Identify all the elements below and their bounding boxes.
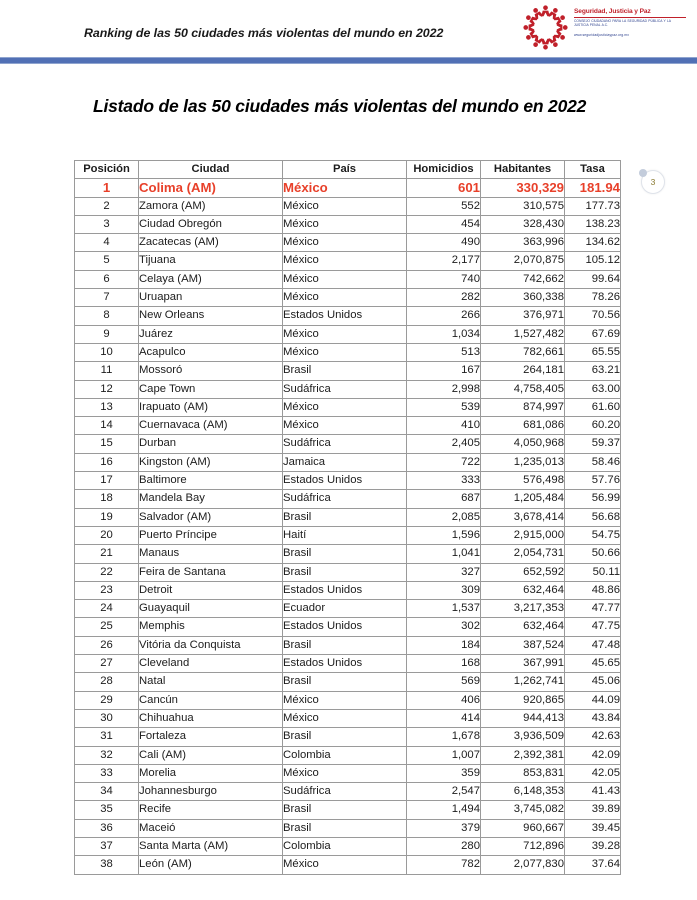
cell-posicion: 37 [75,837,139,855]
table-row [75,417,621,435]
cell-pais: México [283,343,407,361]
cell-tasa: 58.46 [565,453,621,471]
cell-ciudad: Fortaleza [139,728,283,746]
cell-posicion: 15 [75,435,139,453]
cell-pais: Brasil [283,819,407,837]
cell-habitantes: 4,758,405 [481,380,565,398]
cell-tasa: 57.76 [565,472,621,490]
page-number-badge[interactable] [641,170,665,194]
cell-homicidios: 740 [407,270,481,288]
cell-posicion: 29 [75,691,139,709]
logo-organization-name: Seguridad, Justicia y Paz [574,8,651,15]
cell-habitantes: 2,077,830 [481,856,565,874]
cell-homicidios: 782 [407,856,481,874]
cell-pais: Colombia [283,837,407,855]
cell-habitantes: 3,936,509 [481,728,565,746]
cell-pais: México [283,215,407,233]
cell-posicion: 6 [75,270,139,288]
cell-ciudad: Guayaquil [139,600,283,618]
cell-pais: México [283,691,407,709]
cell-homicidios: 552 [407,197,481,215]
column-header-habitantes: Habitantes [481,161,565,179]
cell-pais: México [283,709,407,727]
logo-organization-subtitle: CONSEJO CIUDADANO PARA LA SEGURIDAD PÚBLICA Y LA JUSTICIA PENAL A.C. [574,18,671,27]
cell-habitantes: 363,996 [481,234,565,252]
cell-tasa: 70.56 [565,307,621,325]
cell-tasa: 42.05 [565,764,621,782]
cell-pais: Brasil [283,508,407,526]
cell-ciudad: Santa Marta (AM) [139,837,283,855]
cell-posicion: 31 [75,728,139,746]
cell-ciudad: Cape Town [139,380,283,398]
cell-posicion: 19 [75,508,139,526]
table-row [75,508,621,526]
cell-homicidios: 1,537 [407,600,481,618]
cell-posicion: 26 [75,636,139,654]
cell-homicidios: 722 [407,453,481,471]
table-row [75,600,621,618]
cell-habitantes: 376,971 [481,307,565,325]
cell-pais: México [283,856,407,874]
cell-habitantes: 310,575 [481,197,565,215]
cell-homicidios: 184 [407,636,481,654]
cell-habitantes: 3,745,082 [481,801,565,819]
cell-posicion: 28 [75,673,139,691]
cell-ciudad: Cleveland [139,655,283,673]
cell-ciudad: New Orleans [139,307,283,325]
column-header-posicion: Posición [75,161,139,179]
cell-tasa: 37.64 [565,856,621,874]
cell-pais: Brasil [283,545,407,563]
cell-ciudad: Kingston (AM) [139,453,283,471]
cell-posicion: 11 [75,362,139,380]
cell-pais: Estados Unidos [283,655,407,673]
cell-posicion: 24 [75,600,139,618]
table-row [75,709,621,727]
cell-pais: Colombia [283,746,407,764]
cell-pais: México [283,234,407,252]
cell-habitantes: 1,527,482 [481,325,565,343]
cell-tasa: 138.23 [565,215,621,233]
cell-ciudad: Juárez [139,325,283,343]
cell-ciudad: León (AM) [139,856,283,874]
cell-posicion: 13 [75,398,139,416]
cell-habitantes: 387,524 [481,636,565,654]
table-row [75,563,621,581]
cell-homicidios: 1,041 [407,545,481,563]
cell-habitantes: 632,464 [481,618,565,636]
table-row [75,691,621,709]
cell-pais: Ecuador [283,600,407,618]
cell-homicidios: 1,678 [407,728,481,746]
cell-posicion: 2 [75,197,139,215]
cell-habitantes: 360,338 [481,289,565,307]
cell-posicion: 30 [75,709,139,727]
cell-habitantes: 632,464 [481,581,565,599]
cell-homicidios: 601 [407,179,481,197]
cell-habitantes: 4,050,968 [481,435,565,453]
cell-posicion: 12 [75,380,139,398]
cell-tasa: 39.89 [565,801,621,819]
cell-habitantes: 6,148,353 [481,783,565,801]
cell-tasa: 44.09 [565,691,621,709]
cell-posicion: 7 [75,289,139,307]
cell-pais: Brasil [283,563,407,581]
cell-posicion: 1 [75,179,139,197]
cell-posicion: 16 [75,453,139,471]
cell-homicidios: 490 [407,234,481,252]
table-row [75,270,621,288]
column-header-ciudad: Ciudad [139,161,283,179]
cell-pais: Brasil [283,728,407,746]
cell-tasa: 50.11 [565,563,621,581]
cell-posicion: 27 [75,655,139,673]
table-row [75,581,621,599]
cell-homicidios: 359 [407,764,481,782]
cell-homicidios: 454 [407,215,481,233]
cell-homicidios: 410 [407,417,481,435]
cell-ciudad: Baltimore [139,472,283,490]
organization-logo [522,3,690,53]
cell-posicion: 23 [75,581,139,599]
cell-habitantes: 920,865 [481,691,565,709]
cell-posicion: 25 [75,618,139,636]
cell-habitantes: 782,661 [481,343,565,361]
cell-ciudad: Memphis [139,618,283,636]
table-row [75,380,621,398]
cell-habitantes: 1,235,013 [481,453,565,471]
cell-ciudad: Tijuana [139,252,283,270]
table-row [75,526,621,544]
cell-habitantes: 330,329 [481,179,565,197]
page-header [0,0,697,57]
cell-ciudad: Mossoró [139,362,283,380]
table-header-row [75,161,621,179]
cell-posicion: 22 [75,563,139,581]
table-row [75,307,621,325]
cell-ciudad: Johannesburgo [139,783,283,801]
table-row [75,819,621,837]
page-number-badge-label: 3 [650,177,656,187]
cell-ciudad: Zacatecas (AM) [139,234,283,252]
logo-divider-rule [574,17,686,18]
table-row [75,856,621,874]
cell-pais: Sudáfrica [283,380,407,398]
cell-habitantes: 681,086 [481,417,565,435]
cell-posicion: 18 [75,490,139,508]
cell-habitantes: 742,662 [481,270,565,288]
table-row [75,362,621,380]
cell-ciudad: Zamora (AM) [139,197,283,215]
cell-habitantes: 367,991 [481,655,565,673]
table-row [75,179,621,197]
cell-homicidios: 266 [407,307,481,325]
table-row [75,435,621,453]
cell-homicidios: 302 [407,618,481,636]
cell-ciudad: Vitória da Conquista [139,636,283,654]
cell-ciudad: Detroit [139,581,283,599]
cell-homicidios: 280 [407,837,481,855]
cell-habitantes: 2,054,731 [481,545,565,563]
cell-posicion: 21 [75,545,139,563]
cell-habitantes: 3,678,414 [481,508,565,526]
cell-pais: México [283,398,407,416]
cell-tasa: 47.48 [565,636,621,654]
cell-tasa: 50.66 [565,545,621,563]
cell-ciudad: Cali (AM) [139,746,283,764]
cell-pais: Sudáfrica [283,435,407,453]
cell-homicidios: 414 [407,709,481,727]
cell-homicidios: 687 [407,490,481,508]
cell-posicion: 38 [75,856,139,874]
cell-posicion: 34 [75,783,139,801]
table-row [75,289,621,307]
logo-text-block [574,8,690,37]
cell-habitantes: 2,915,000 [481,526,565,544]
cell-posicion: 32 [75,746,139,764]
cell-homicidios: 1,007 [407,746,481,764]
cell-homicidios: 379 [407,819,481,837]
cell-homicidios: 167 [407,362,481,380]
cell-tasa: 47.75 [565,618,621,636]
cell-posicion: 4 [75,234,139,252]
cell-pais: Brasil [283,636,407,654]
cell-posicion: 5 [75,252,139,270]
cell-ciudad: Uruapan [139,289,283,307]
cell-homicidios: 2,177 [407,252,481,270]
cell-ciudad: Puerto Príncipe [139,526,283,544]
cell-tasa: 78.26 [565,289,621,307]
cell-pais: México [283,179,407,197]
cell-tasa: 48.86 [565,581,621,599]
cell-habitantes: 960,667 [481,819,565,837]
cell-habitantes: 874,997 [481,398,565,416]
cell-homicidios: 168 [407,655,481,673]
column-header-pais: País [283,161,407,179]
cell-homicidios: 406 [407,691,481,709]
cell-tasa: 67.69 [565,325,621,343]
cell-ciudad: Morelia [139,764,283,782]
cell-ciudad: Feira de Santana [139,563,283,581]
cell-habitantes: 944,413 [481,709,565,727]
cell-habitantes: 576,498 [481,472,565,490]
table-row [75,398,621,416]
table-row [75,215,621,233]
cell-ciudad: Cuernavaca (AM) [139,417,283,435]
cell-pais: Sudáfrica [283,490,407,508]
cell-ciudad: Maceió [139,819,283,837]
cell-pais: México [283,764,407,782]
cell-tasa: 65.55 [565,343,621,361]
cell-tasa: 177.73 [565,197,621,215]
cell-ciudad: Durban [139,435,283,453]
cell-homicidios: 333 [407,472,481,490]
table-row [75,472,621,490]
table-row [75,197,621,215]
cell-habitantes: 652,592 [481,563,565,581]
cell-ciudad: Celaya (AM) [139,270,283,288]
cell-posicion: 36 [75,819,139,837]
cell-homicidios: 309 [407,581,481,599]
cell-pais: México [283,417,407,435]
cell-habitantes: 1,262,741 [481,673,565,691]
cell-tasa: 181.94 [565,179,621,197]
ranking-table [74,160,621,875]
cell-tasa: 39.28 [565,837,621,855]
cell-posicion: 3 [75,215,139,233]
column-header-tasa: Tasa [565,161,621,179]
table-row [75,728,621,746]
cell-ciudad: Irapuato (AM) [139,398,283,416]
cell-homicidios: 513 [407,343,481,361]
cell-habitantes: 853,831 [481,764,565,782]
table-body [75,179,621,874]
cell-pais: Haití [283,526,407,544]
cell-pais: Estados Unidos [283,581,407,599]
cell-tasa: 56.68 [565,508,621,526]
cell-tasa: 63.00 [565,380,621,398]
cell-pais: México [283,270,407,288]
cell-tasa: 59.37 [565,435,621,453]
cell-posicion: 8 [75,307,139,325]
cell-homicidios: 282 [407,289,481,307]
cell-tasa: 45.65 [565,655,621,673]
table-row [75,673,621,691]
cell-tasa: 60.20 [565,417,621,435]
cell-pais: Estados Unidos [283,307,407,325]
cell-habitantes: 2,070,875 [481,252,565,270]
cell-pais: Estados Unidos [283,472,407,490]
cell-tasa: 45.06 [565,673,621,691]
cell-pais: Jamaica [283,453,407,471]
cell-tasa: 99.64 [565,270,621,288]
cell-habitantes: 1,205,484 [481,490,565,508]
cell-homicidios: 327 [407,563,481,581]
cell-posicion: 9 [75,325,139,343]
table-row [75,764,621,782]
page-title: Listado de las 50 ciudades más violentas del mundo en 2022 [93,96,587,116]
table-row [75,343,621,361]
table-row [75,234,621,252]
cell-ciudad: Chihuahua [139,709,283,727]
cell-homicidios: 1,494 [407,801,481,819]
cell-pais: Brasil [283,362,407,380]
cell-posicion: 10 [75,343,139,361]
table-row [75,490,621,508]
cell-tasa: 39.45 [565,819,621,837]
cell-homicidios: 1,034 [407,325,481,343]
cell-pais: México [283,197,407,215]
cell-ciudad: Ciudad Obregón [139,215,283,233]
cell-posicion: 17 [75,472,139,490]
cell-posicion: 35 [75,801,139,819]
table-row [75,655,621,673]
header-blue-divider [0,57,697,64]
cell-pais: México [283,325,407,343]
column-header-homicidios: Homicidios [407,161,481,179]
running-header-title: Ranking de las 50 ciudades más violentas del mundo en 2022 [84,26,444,40]
cell-posicion: 20 [75,526,139,544]
cell-ciudad: Cancún [139,691,283,709]
table-row [75,252,621,270]
cell-habitantes: 3,217,353 [481,600,565,618]
cell-homicidios: 539 [407,398,481,416]
cell-ciudad: Acapulco [139,343,283,361]
cell-homicidios: 2,547 [407,783,481,801]
people-circle-logo-icon [522,4,569,51]
cell-homicidios: 2,085 [407,508,481,526]
cell-pais: Sudáfrica [283,783,407,801]
table-row [75,783,621,801]
cell-homicidios: 2,998 [407,380,481,398]
cell-habitantes: 264,181 [481,362,565,380]
cell-homicidios: 1,596 [407,526,481,544]
cell-habitantes: 2,392,381 [481,746,565,764]
table-row [75,453,621,471]
cell-pais: México [283,252,407,270]
table-row [75,636,621,654]
cell-ciudad: Recife [139,801,283,819]
cell-homicidios: 569 [407,673,481,691]
cell-ciudad: Salvador (AM) [139,508,283,526]
cell-tasa: 41.43 [565,783,621,801]
table-row [75,325,621,343]
cell-tasa: 61.60 [565,398,621,416]
table-row [75,801,621,819]
table-row [75,545,621,563]
cell-tasa: 63.21 [565,362,621,380]
cell-habitantes: 712,896 [481,837,565,855]
cell-pais: México [283,289,407,307]
cell-habitantes: 328,430 [481,215,565,233]
cell-tasa: 134.62 [565,234,621,252]
cell-pais: Brasil [283,673,407,691]
cell-ciudad: Natal [139,673,283,691]
logo-website-url: www.seguridadjusticiaypaz.org.mx [574,32,630,37]
table-row [75,837,621,855]
cell-ciudad: Manaus [139,545,283,563]
cell-tasa: 42.63 [565,728,621,746]
cell-tasa: 43.84 [565,709,621,727]
cell-tasa: 105.12 [565,252,621,270]
cell-ciudad: Mandela Bay [139,490,283,508]
cell-pais: Brasil [283,801,407,819]
cell-pais: Estados Unidos [283,618,407,636]
cell-tasa: 56.99 [565,490,621,508]
cell-posicion: 33 [75,764,139,782]
cell-tasa: 54.75 [565,526,621,544]
cell-homicidios: 2,405 [407,435,481,453]
cell-tasa: 47.77 [565,600,621,618]
table-row [75,746,621,764]
cell-posicion: 14 [75,417,139,435]
cell-tasa: 42.09 [565,746,621,764]
table-row [75,618,621,636]
cell-ciudad: Colima (AM) [139,179,283,197]
